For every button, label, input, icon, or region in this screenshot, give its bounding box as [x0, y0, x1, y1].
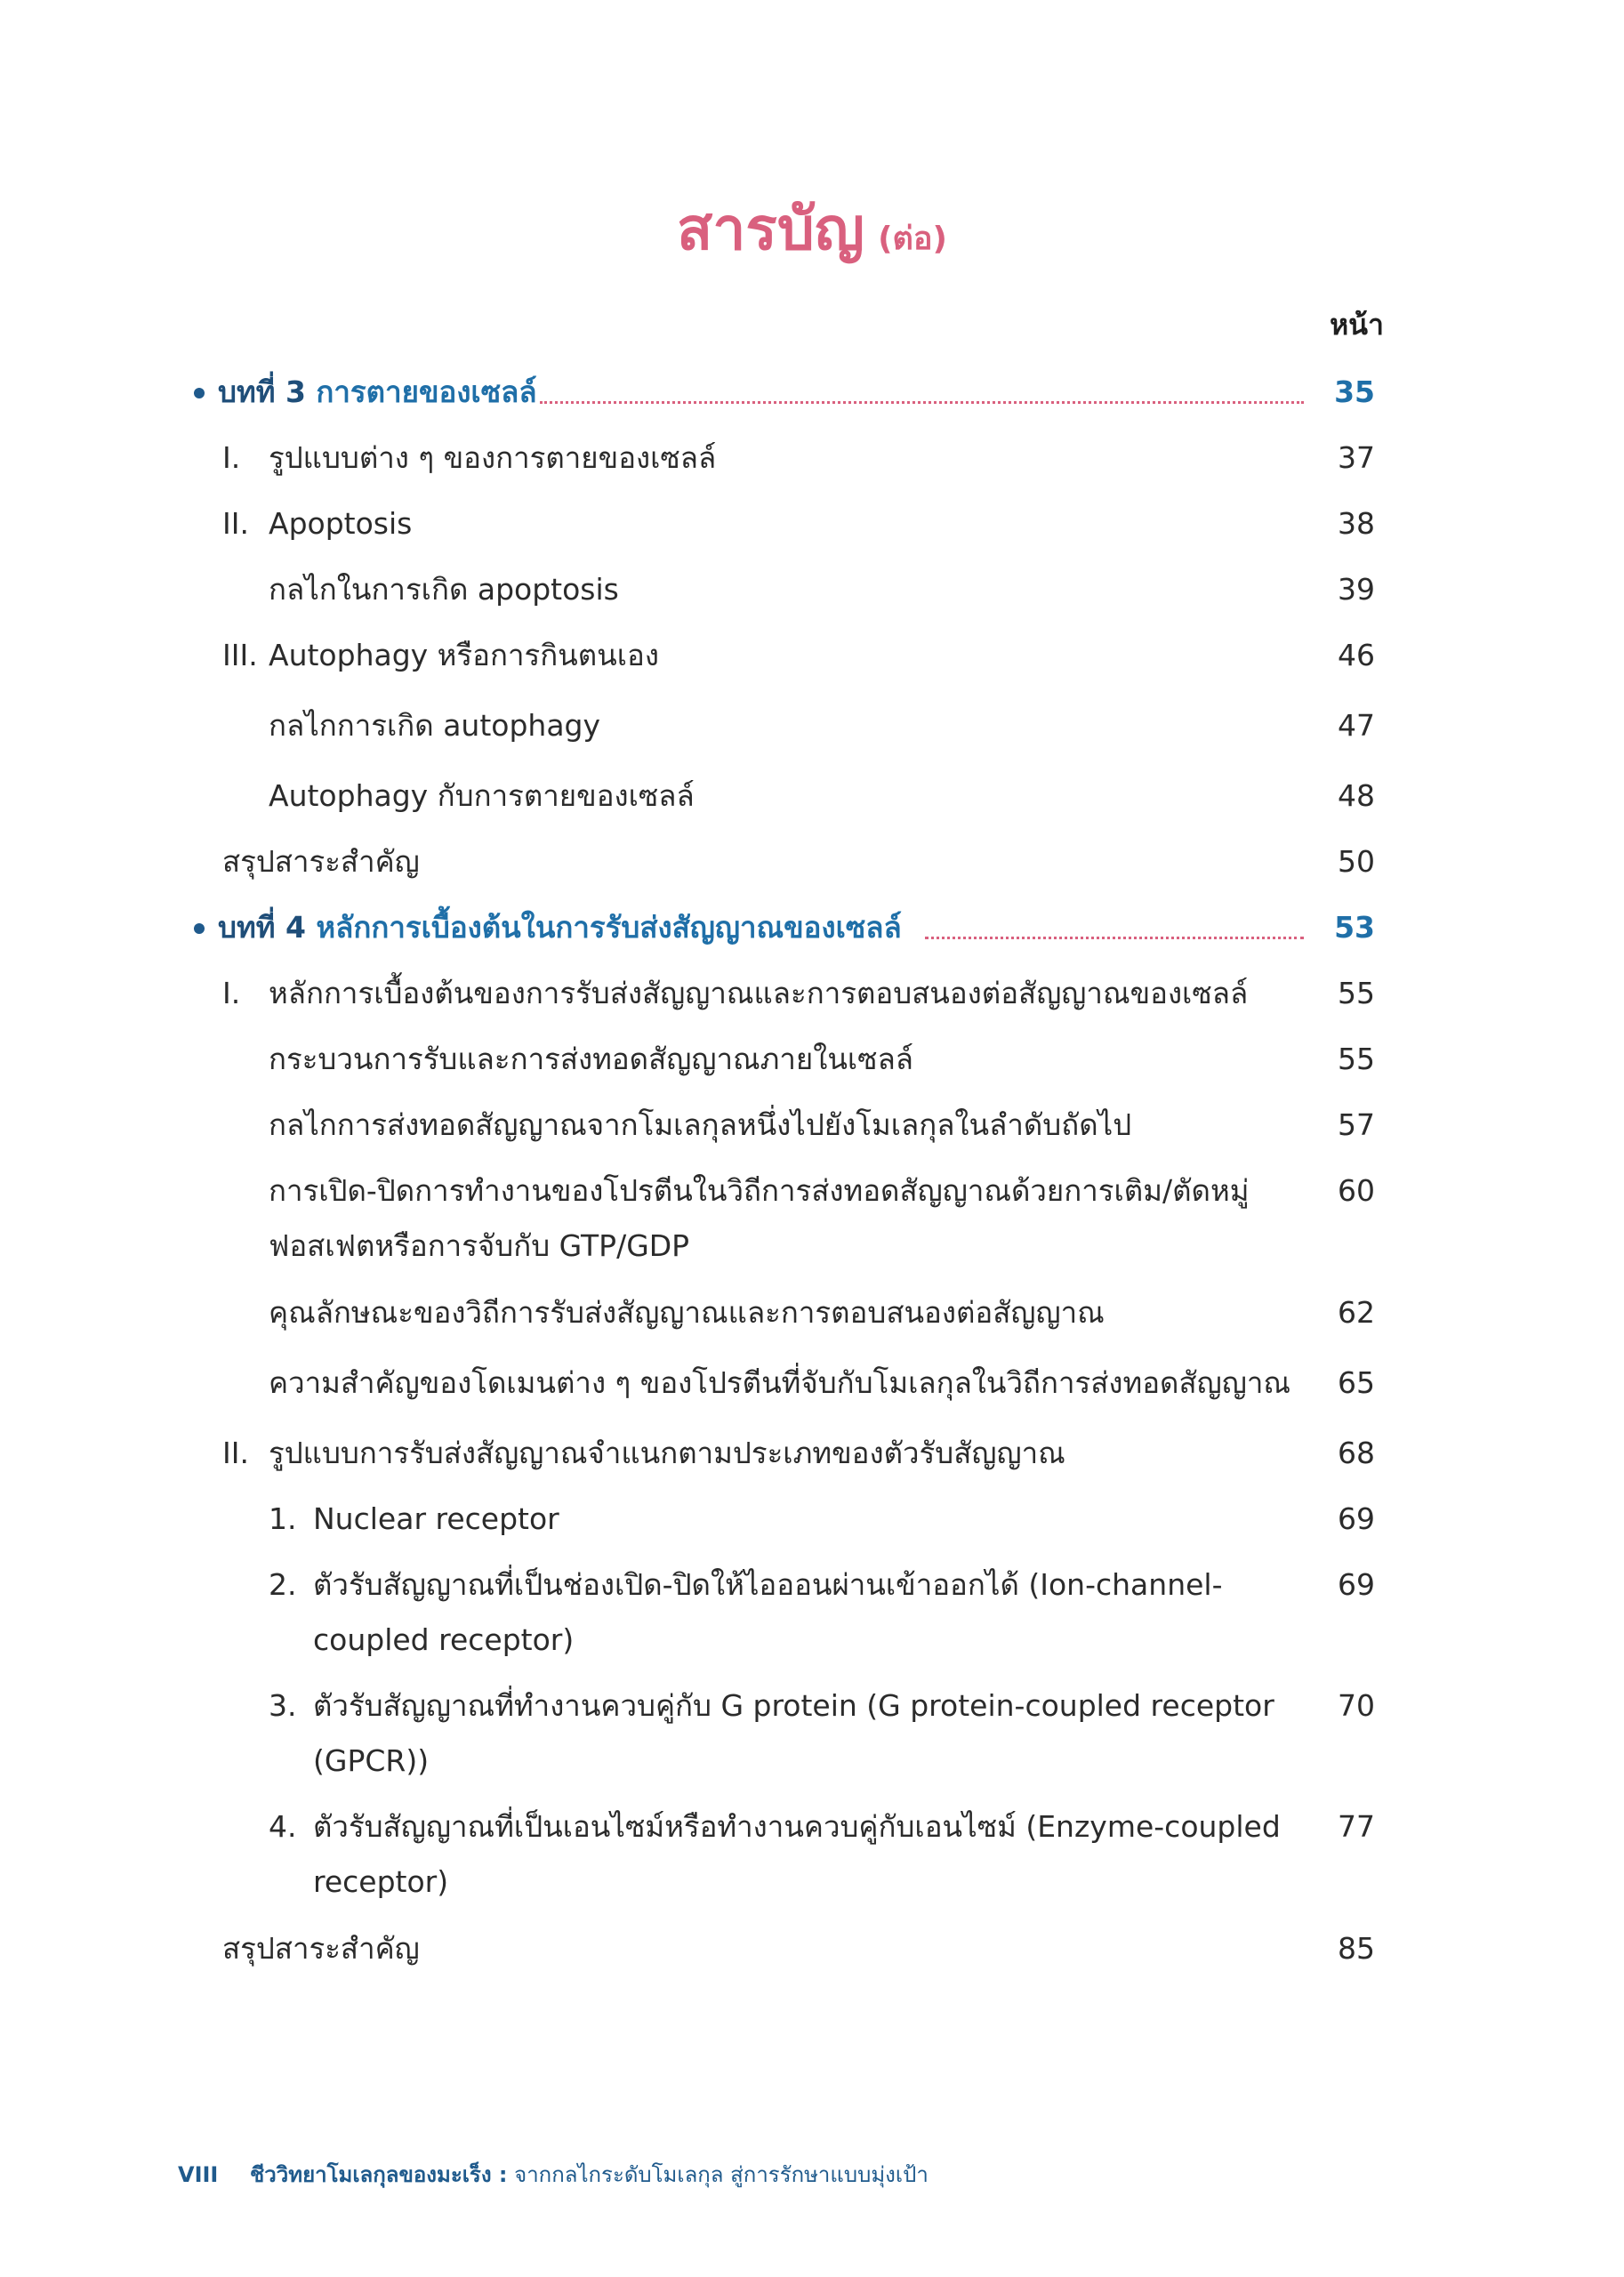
item-page: 70: [1338, 1688, 1375, 1723]
item-text: รูปแบบการรับส่งสัญญาณจำแนกตามประเภทของตัวรับสัญญาณ: [269, 1436, 1065, 1470]
chapter-4-prefix: บทที่ 4: [218, 910, 306, 945]
toc-item[interactable]: [0, 1356, 1624, 1411]
toc-item[interactable]: [0, 698, 1624, 753]
footer-page-number: VIII: [178, 2162, 219, 2187]
item-text: กลไกการเกิด autophagy: [269, 708, 601, 743]
item-page: 48: [1338, 778, 1375, 813]
dot-leader: [925, 937, 1304, 939]
item-text: Nuclear receptor: [313, 1501, 559, 1536]
item-page: 46: [1338, 638, 1375, 672]
item-number: II.: [222, 1436, 249, 1470]
title-sub: (ต่อ): [878, 221, 947, 257]
toc-item[interactable]: [0, 1492, 1624, 1547]
item-page: 55: [1338, 1042, 1375, 1076]
toc-item[interactable]: [0, 628, 1624, 683]
chapter-3-heading: [218, 365, 537, 420]
chapter-4-heading: [218, 900, 902, 955]
chapter-3-prefix: บทที่ 3: [218, 374, 306, 409]
item-number: 3.: [269, 1688, 297, 1723]
bullet-icon: [194, 388, 205, 398]
item-page: 69: [1338, 1567, 1375, 1602]
page-column-label: หน้า: [1330, 308, 1384, 342]
item-page: 47: [1338, 708, 1375, 743]
chapter-3-title: การตายของเซลล์: [316, 374, 537, 409]
item-page: 68: [1338, 1436, 1375, 1470]
toc-item[interactable]: [0, 562, 1624, 617]
item-page: 37: [1338, 440, 1375, 475]
item-number: II.: [222, 506, 249, 541]
item-page: 50: [1338, 844, 1375, 879]
item-page: 39: [1338, 572, 1375, 607]
item-number: 4.: [269, 1809, 297, 1844]
item-text: กลไกในการเกิด apoptosis: [269, 572, 619, 607]
item-text: กลไกการส่งทอดสัญญาณจากโมเลกุลหนึ่งไปยังโมเลกุลในลำดับถัดไป: [269, 1107, 1132, 1142]
item-page: 85: [1338, 1931, 1375, 1966]
item-page: 57: [1338, 1107, 1375, 1142]
toc-item[interactable]: [0, 966, 1624, 1021]
item-page: 55: [1338, 976, 1375, 1010]
chapter-3-row[interactable]: [0, 365, 1624, 420]
bullet-icon: [194, 923, 205, 934]
item-text: ตัวรับสัญญาณที่เป็นเอนไซม์หรือทำงานควบคู่กับเอนไซม์ (Enzyme-coupled receptor): [313, 1809, 1281, 1899]
footer-book-title: ชีววิทยาโมเลกุลของมะเร็ง :: [250, 2162, 508, 2187]
item-text: Apoptosis: [269, 506, 413, 541]
item-text: หลักการเบื้องต้นของการรับส่งสัญญาณและการตอบสนองต่อสัญญาณของเซลล์: [269, 976, 1249, 1010]
chapter-4-page: 53: [1334, 910, 1375, 945]
item-text: สรุปสาระสำคัญ: [222, 844, 420, 879]
item-text: สรุปสาระสำคัญ: [222, 1931, 420, 1966]
item-page: 60: [1338, 1173, 1375, 1208]
item-number: 2.: [269, 1567, 297, 1602]
item-text: คุณลักษณะของวิถีการรับส่งสัญญาณและการตอบสนองต่อสัญญาณ: [269, 1295, 1105, 1330]
toc-item[interactable]: [0, 496, 1624, 551]
toc-item[interactable]: [0, 1098, 1624, 1153]
item-page: 62: [1338, 1295, 1375, 1330]
item-text: Autophagy กับการตายของเซลล์: [269, 778, 695, 813]
toc-item[interactable]: [0, 1032, 1624, 1087]
item-page: 38: [1338, 506, 1375, 541]
toc-item[interactable]: [0, 1426, 1624, 1481]
title-main: สารบัญ: [677, 195, 864, 263]
item-number: III.: [222, 638, 258, 672]
chapter-3-page: 35: [1334, 374, 1375, 409]
toc-item[interactable]: [0, 430, 1624, 486]
toc-item[interactable]: [0, 834, 1624, 889]
dot-leader: [540, 401, 1304, 404]
item-number: 1.: [269, 1501, 297, 1536]
toc-item[interactable]: [0, 768, 1624, 824]
item-number: I.: [222, 976, 241, 1010]
page-footer: [178, 2157, 929, 2192]
item-text: กระบวนการรับและการส่งทอดสัญญาณภายในเซลล์: [269, 1042, 914, 1076]
item-text: รูปแบบต่าง ๆ ของการตายของเซลล์: [269, 440, 717, 475]
item-text: Autophagy หรือการกินตนเอง: [269, 638, 659, 672]
item-page: 77: [1338, 1809, 1375, 1844]
toc-item[interactable]: [0, 1921, 1624, 1976]
toc-item[interactable]: [0, 1285, 1624, 1340]
item-number: I.: [222, 440, 241, 475]
chapter-4-row[interactable]: [0, 900, 1624, 955]
item-page: 65: [1338, 1365, 1375, 1400]
chapter-4-title: หลักการเบื้องต้นในการรับส่งสัญญาณของเซลล์: [316, 910, 902, 945]
item-page: 69: [1338, 1501, 1375, 1536]
item-text: ความสำคัญของโดเมนต่าง ๆ ของโปรตีนที่จับกับโมเลกุลในวิถีการส่งทอดสัญญาณ: [269, 1365, 1290, 1400]
item-text: การเปิด-ปิดการทำงานของโปรตีนในวิถีการส่งทอดสัญญาณด้วยการเติม/ตัดหมู่ ฟอสเฟตหรือการจับกับ GTP/GDP: [269, 1173, 1250, 1263]
item-text: ตัวรับสัญญาณที่ทำงานควบคู่กับ G protein (G protein-coupled receptor (GPCR)): [313, 1688, 1274, 1778]
item-text: ตัวรับสัญญาณที่เป็นช่องเปิด-ปิดให้ไอออนผ่านเข้าออกได้ (Ion-channel-coupled receptor): [313, 1567, 1223, 1657]
footer-book-subtitle: จากกลไกระดับโมเลกุล สู่การรักษาแบบมุ่งเป้า: [514, 2162, 929, 2187]
